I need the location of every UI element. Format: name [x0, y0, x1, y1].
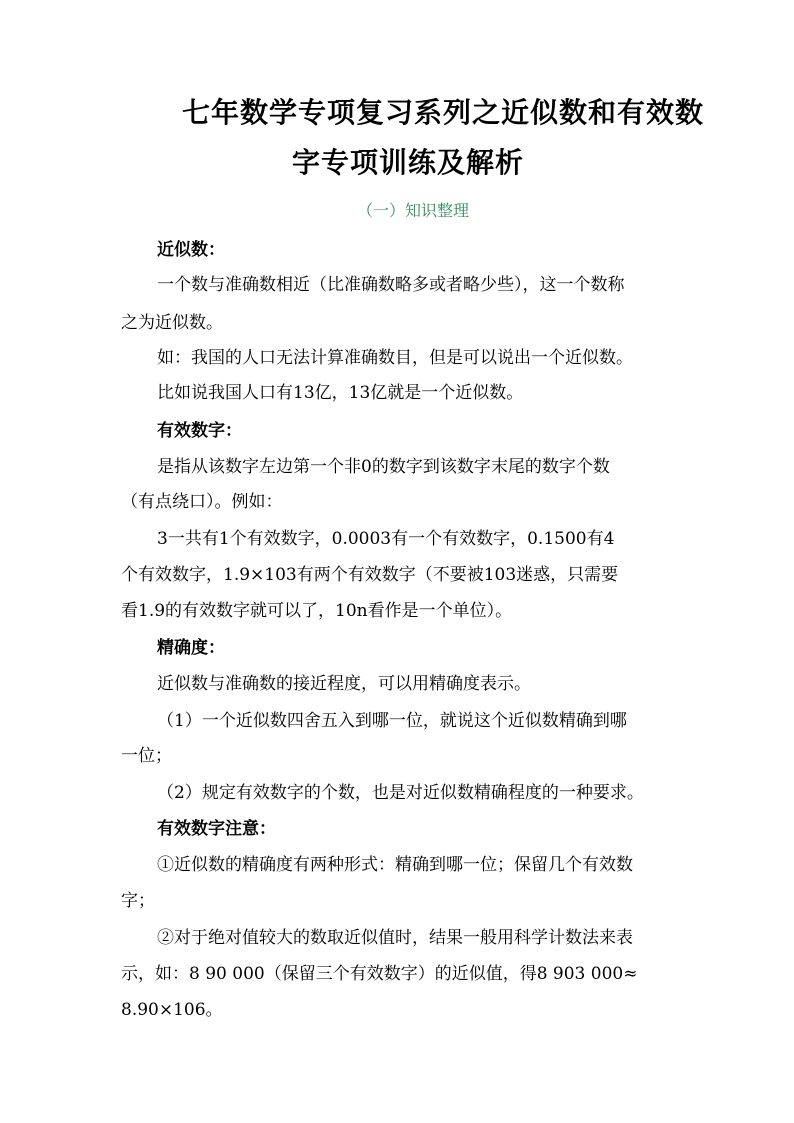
precision-definition: 近似数与准确数的接近程度，可以用精确度表示。: [157, 674, 531, 694]
sigfig-example-line-1: 3一共有1个有效数字，0.0003有一个有效数字，0.1500有4: [157, 529, 615, 549]
approx-definition-line-2: 之为近似数。: [121, 313, 223, 333]
notes-heading: 有效数字注意：: [157, 819, 276, 839]
note-1-line-2: 字；: [121, 891, 155, 911]
precision-item-2: （2）规定有效数字的个数，也是对近似数精确程度的一种要求。: [157, 783, 644, 803]
precision-item-1-line-2: 一位；: [121, 746, 172, 766]
section-heading: （一）知识整理: [357, 201, 470, 220]
sigfig-heading: 有效数字：: [157, 421, 242, 441]
approx-example-line-1: 如：我国的人口无法计算准确数目，但是可以说出一个近似数。: [157, 348, 633, 368]
precision-heading: 精确度：: [157, 638, 225, 658]
approx-definition-line-1: 一个数与准确数相近（比准确数略多或者略少些），这一个数称: [157, 275, 625, 295]
note-2-line-2: 示，如：8 90 000（保留三个有效数字）的近似值，得8 903 000≈: [121, 964, 638, 984]
precision-item-1-line-1: （1）一个近似数四舍五入到哪一位，就说这个近似数精确到哪: [157, 711, 627, 731]
sigfig-example-line-2: 个有效数字，1.9×103有两个有效数字（不要被103迷惑，只需要: [121, 565, 619, 585]
document-title-line-2: 字专项训练及解析: [292, 146, 525, 179]
note-1-line-1: ①近似数的精确度有两种形式：精确到哪一位；保留几个有效数: [157, 855, 633, 875]
approx-heading: 近似数：: [157, 240, 225, 260]
sigfig-definition-line-2: （有点绕口）。例如：: [121, 492, 283, 512]
note-2-line-3: 8.90×106。: [121, 1000, 223, 1020]
note-2-line-1: ②对于绝对值较大的数取近似值时，结果一般用科学计数法来表: [157, 928, 633, 948]
approx-example-line-2: 比如说我国人口有13亿，13亿就是一个近似数。: [157, 383, 524, 403]
sigfig-example-line-3: 看1.9的有效数字就可以了，10n看作是一个单位）。: [121, 601, 513, 621]
document-title-line-1: 七年数学专项复习系列之近似数和有效数: [182, 96, 705, 129]
sigfig-definition-line-1: 是指从该数字左边第一个非0的数字到该数字末尾的数字个数: [157, 457, 610, 477]
